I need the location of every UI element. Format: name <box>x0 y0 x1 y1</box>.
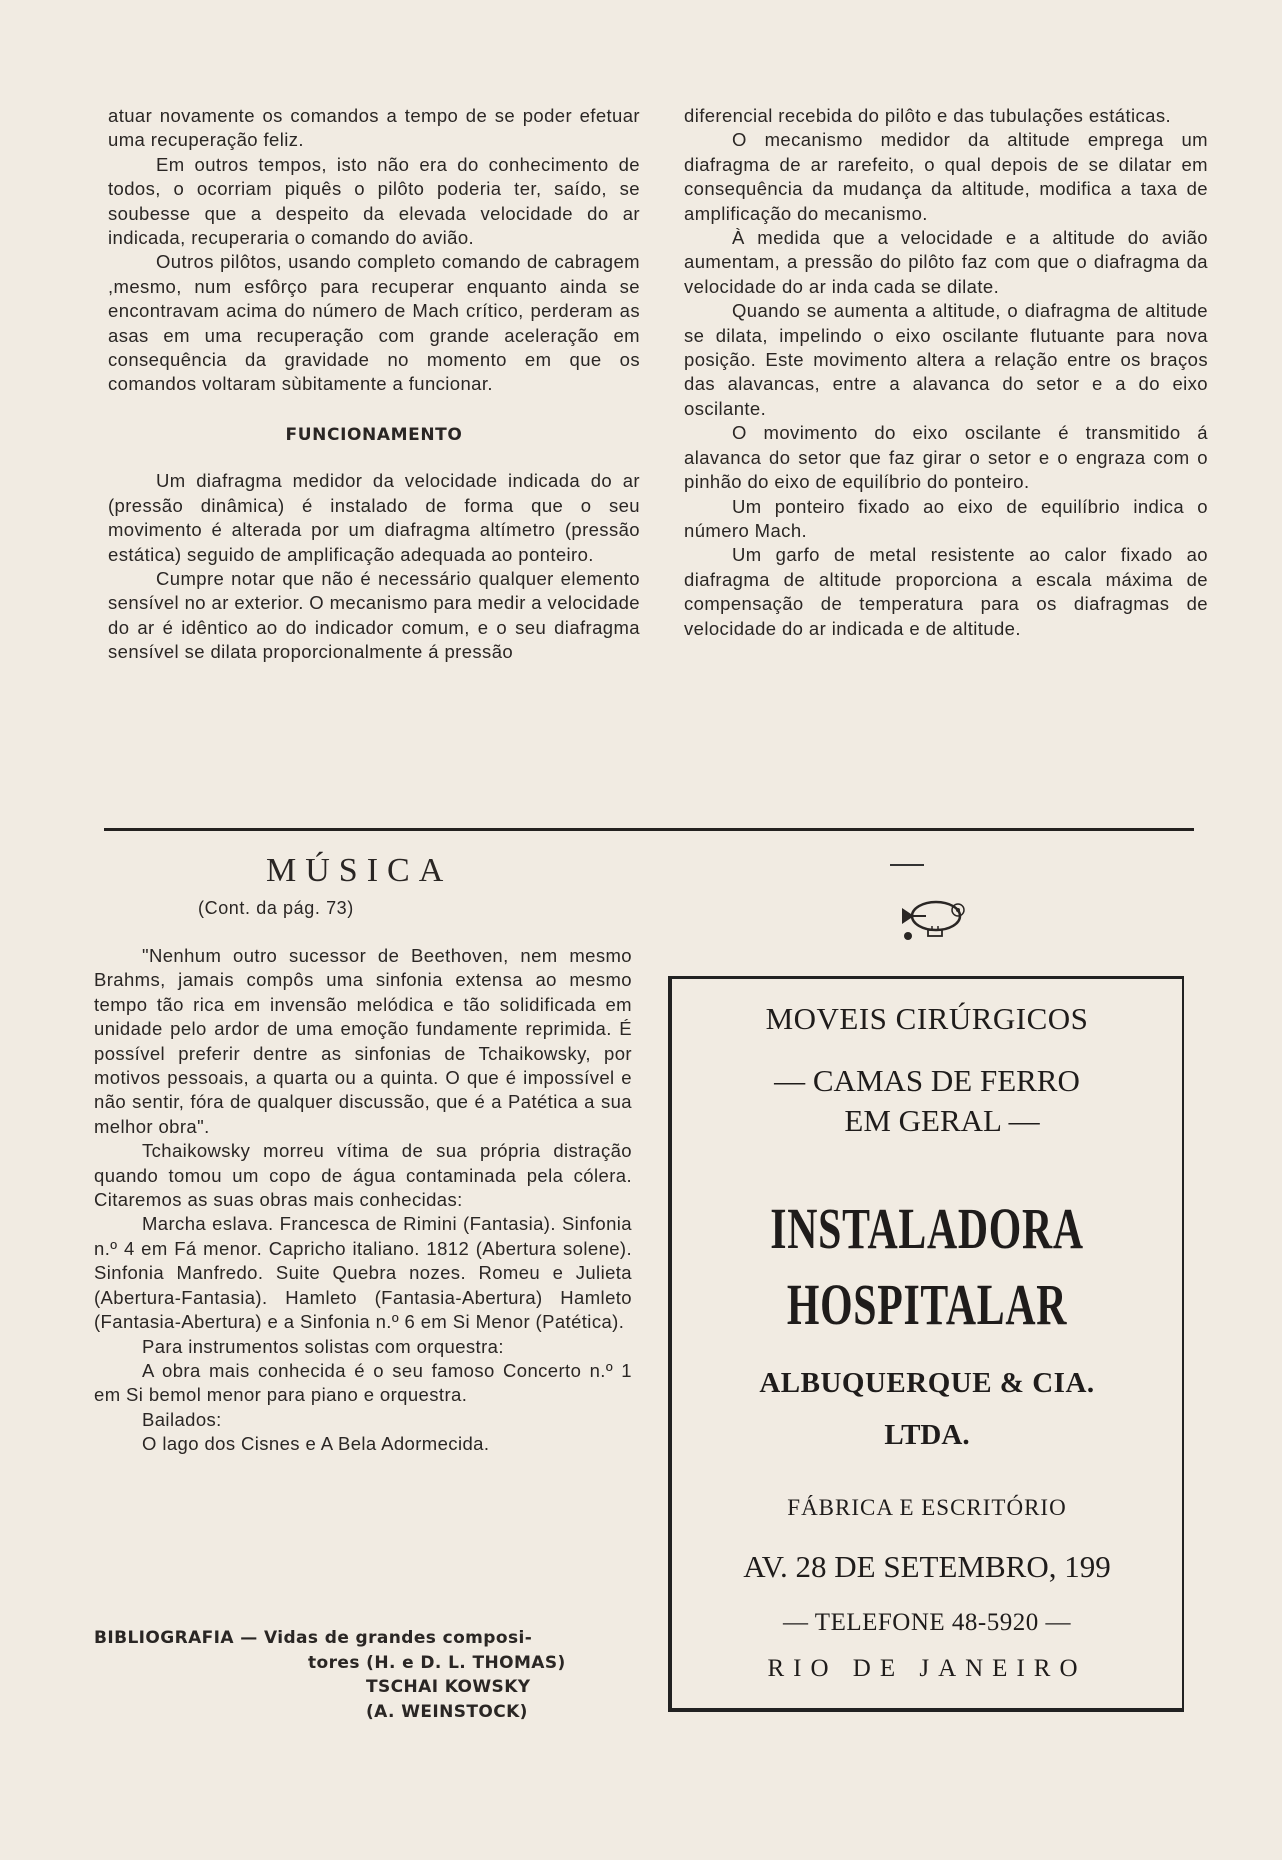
ad-title: MOVEIS CIRÚRGICOS <box>765 1001 1089 1036</box>
article-left-column <box>108 104 640 665</box>
paragraph: Um garfo de metal resistente ao calor fixado ao diafragma de altitude proporciona a escala máxima de compensação de temperatura para os diafragmas de velocidade do ar indicada e de altitude. <box>684 544 1208 639</box>
paragraph: Marcha eslava. Francesca de Rimini (Fantasia). Sinfonia n.º 4 em Fá menor. Capricho italiano. 1812 (Abertura solene). Sinfonia Manfredo. Suite Quebra nozes. Romeu e Julieta (Abertura-Fantasia). Hamleto (Fantasia-Abertura) Hamleto (Fantasia-Abertura) e a Sinfonia n.º 6 em Si Menor (Patética). <box>94 1213 632 1333</box>
paragraph: diferencial recebida do pilôto e das tubulações estáticas. <box>684 105 1172 126</box>
ad-headline: HOSPITALAR <box>786 1272 1068 1337</box>
paragraph: Outros pilôtos, usando completo comando de cabragem ,mesmo, num esfôrço para recuperar enquanto ainda se encontravam acima do número de Mach crítico, perderam as asas em uma recuperação com grande aceleração em consequência da gravidade no momento em que os comandos voltaram sùbitamente a funcionar. <box>108 251 640 395</box>
musica-column <box>94 944 632 1457</box>
paragraph: O mecanismo medidor da altitude emprega um diafragma de ar rarefeito, o qual depois de se dilatar em consequência da mudança da altitude, modifica a taxa de amplificação do mecanismo. <box>684 129 1208 224</box>
ad-phone: — TELEFONE 48-5920 — <box>783 1609 1071 1636</box>
paragraph: Bailados: <box>142 1408 222 1430</box>
ad-line: — CAMAS DE FERRO <box>774 1063 1080 1098</box>
paragraph: O lago dos Cisnes e A Bela Adormecida. <box>142 1433 490 1455</box>
paragraph: A obra mais conhecida é o seu famoso Concerto n.º 1 em Si bemol menor para piano e orquestra. <box>94 1359 632 1406</box>
bibliography <box>94 1626 654 1724</box>
bibliography-line: tores (H. e D. L. THOMAS) <box>308 1652 566 1673</box>
paragraph: Cumpre notar que não é necessário qualquer elemento sensível no ar exterior. O mecanismo para medir a velocidade do ar é idêntico ao do indicador comum, e o seu diafragma sensível se dilata proporcionalmente á pressão <box>108 567 640 663</box>
ad-line: EM GERAL — <box>844 1103 1040 1138</box>
bibliography-line: TSCHAI KOWSKY <box>366 1677 531 1698</box>
paragraph: Tchaikowsky morreu vítima de sua própria distração quando tomou um copo de água contaminada pela cólera. Citaremos as suas obras mais conhecidas: <box>94 1140 632 1211</box>
musica-title: MÚSICA <box>266 852 453 889</box>
ad-subheading: FÁBRICA E ESCRITÓRIO <box>787 1495 1067 1520</box>
paragraph: Quando se aumenta a altitude, o diafragma de altitude se dilata, impelindo o eixo oscilante flutuante para nova posição. Este movimento altera a relação entre os braços das alavancas, entre a alavanca do setor e a do eixo oscilante. <box>684 300 1208 419</box>
section-divider <box>104 828 1194 831</box>
bibliography-line: (A. WEINSTOCK) <box>366 1701 528 1722</box>
ad-company: ALBUQUERQUE & CIA. <box>759 1367 1095 1399</box>
paragraph: Um ponteiro fixado ao eixo de equilíbrio indica o número Mach. <box>684 495 1208 541</box>
ad-city: RIO DE JANEIRO <box>767 1655 1087 1682</box>
ad-headline: INSTALADORA <box>770 1196 1084 1261</box>
paragraph: Para instrumentos solistas com orquestra: <box>142 1335 504 1357</box>
paragraph: Em outros tempos, isto não era do conhecimento de todos, o ocorriam piquês o pilôto poderia ter, saído, se soubesse que a despeito da elevada velocidade do ar indicada, recuperaria o comando do avião. <box>108 153 640 249</box>
paragraph: Um diafragma medidor da velocidade indicada do ar (pressão dinâmica) é instalado de forma que o seu movimento é alterada por um diafragma altímetro (pressão estática) seguido de amplificação adequada ao ponteiro. <box>108 470 640 565</box>
paragraph: O movimento do eixo oscilante é transmitido á alavanca do setor que faz girar o setor e o engraza com o pinhão do eixo de equilíbrio do ponteiro. <box>684 422 1208 493</box>
ad-company-suffix: LTDA. <box>884 1419 970 1451</box>
continuation-note: (Cont. da pág. 73) <box>198 898 354 918</box>
zeppelin-icon <box>896 886 980 950</box>
paragraph: À medida que a velocidade e a altitude do avião aumentam, a pressão do pilôto faz com que o diafragma da velocidade do ar inda cada se dilate. <box>684 227 1208 297</box>
decorative-dash <box>890 864 924 866</box>
article-right-column <box>684 104 1208 641</box>
paragraph: "Nenhum outro sucessor de Beethoven, nem mesmo Brahms, jamais compôs uma sinfonia extensa ao mesmo tempo tão rica em invensão melódica e tão solidificada em unidade pelo ardor de uma emoção fundamente reprimida. É possível preferir dentre as sinfonias de Tchaikowsky, por motivos pessoais, a quarta ou a quinta. O que é impossível e não sentir, fóra de qualquer discussão, que é a Patética a sua melhor obra". <box>94 945 632 1137</box>
advertisement-box <box>668 976 1184 1712</box>
section-heading: FUNCIONAMENTO <box>285 424 463 445</box>
paragraph: atuar novamente os comandos a tempo de se poder efetuar uma recuperação feliz. <box>108 105 640 151</box>
bibliography-line: BIBLIOGRAFIA — Vidas de grandes composi- <box>94 1628 533 1648</box>
ad-address: AV. 28 DE SETEMBRO, 199 <box>743 1549 1111 1584</box>
